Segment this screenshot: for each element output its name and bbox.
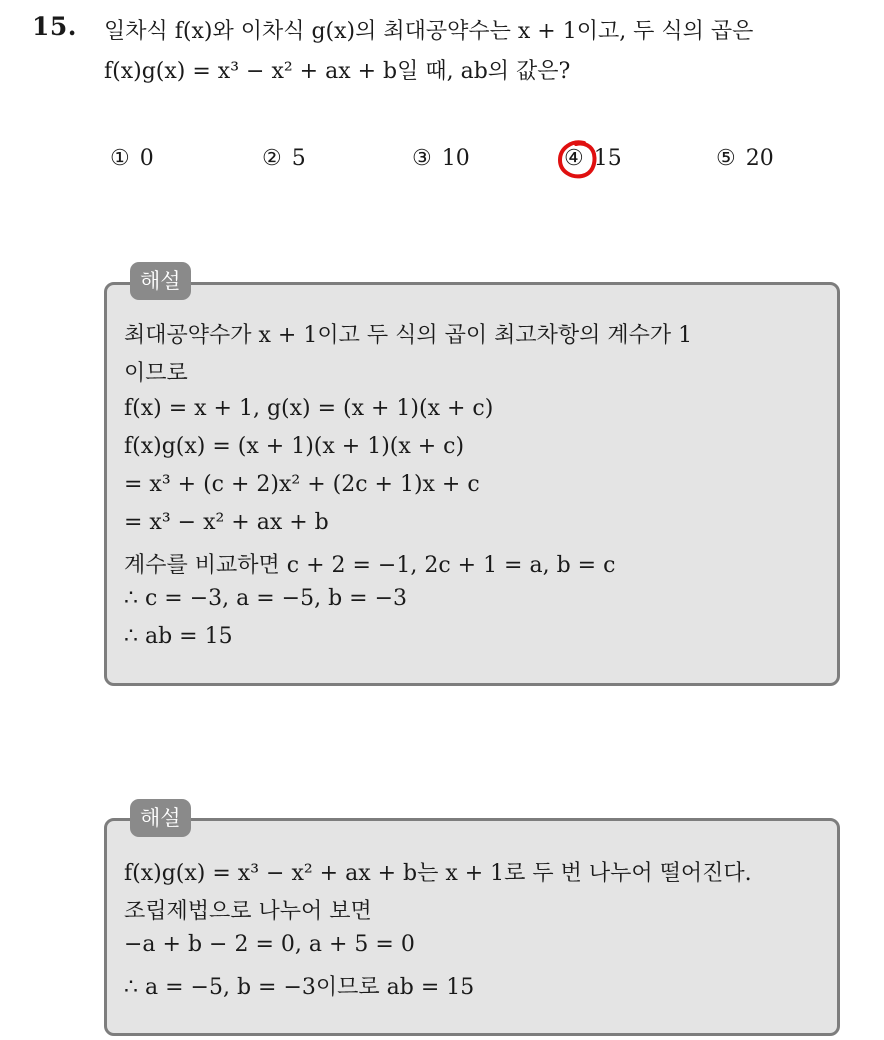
choice-1-mark: ① [110,146,130,171]
solution-2-line-3: −a + b − 2 = 0, a + 5 = 0 [124,932,415,957]
choice-1-value: 0 [139,146,154,171]
choice-1[interactable] [110,146,154,171]
solution-1-line-2: 이므로 [124,361,188,386]
solution-1-line-3: f(x) = x + 1, g(x) = (x + 1)(x + c) [124,396,494,421]
solution-2-line-4: ∴ a = −5, b = −3이므로 ab = 15 [124,975,475,1000]
solution-1-line-6: = x³ − x² + ax + b [124,510,329,535]
choice-2[interactable] [262,146,306,171]
question-number: 15. [32,12,77,41]
choice-3-mark: ③ [412,146,432,171]
solution-1-line-5: = x³ + (c + 2)x² + (2c + 1)x + c [124,472,480,497]
choice-4-mark: ④ [564,146,584,171]
choice-4-value: 15 [593,146,622,171]
solution-box-2 [104,818,840,1036]
question-text-line-1: 일차식 f(x)와 이차식 g(x)의 최대공약수는 x + 1이고, 두 식의 곱은 [104,19,754,44]
answer-circle-stroke [560,142,595,176]
solution-1-line-9: ∴ ab = 15 [124,624,233,649]
choice-2-value: 5 [291,146,306,171]
solution-2-line-1: f(x)g(x) = x³ − x² + ax + b는 x + 1로 두 번 나누어 떨어진다. [124,861,752,886]
choice-3-value: 10 [441,146,470,171]
solution-1-line-7: 계수를 비교하면 c + 2 = −1, 2c + 1 = a, b = c [124,553,616,578]
solution-1-line-4: f(x)g(x) = (x + 1)(x + 1)(x + c) [124,434,465,459]
solution-tag-1: 해설 [130,262,191,300]
solution-tag-2: 해설 [130,799,191,837]
solution-1-line-8: ∴ c = −3, a = −5, b = −3 [124,586,408,611]
choice-3[interactable] [412,146,470,171]
question-text-line-2: f(x)g(x) = x³ − x² + ax + b일 때, ab의 값은? [104,59,571,84]
solution-1-line-1: 최대공약수가 x + 1이고 두 식의 곱이 최고차항의 계수가 1 [124,323,693,348]
choice-5-mark: ⑤ [716,146,736,171]
choice-2-mark: ② [262,146,282,171]
choice-5-value: 20 [745,146,774,171]
solution-2-line-2: 조립제법으로 나누어 보면 [124,899,372,924]
answer-circle-mark [554,136,600,182]
choice-5[interactable] [716,146,774,171]
